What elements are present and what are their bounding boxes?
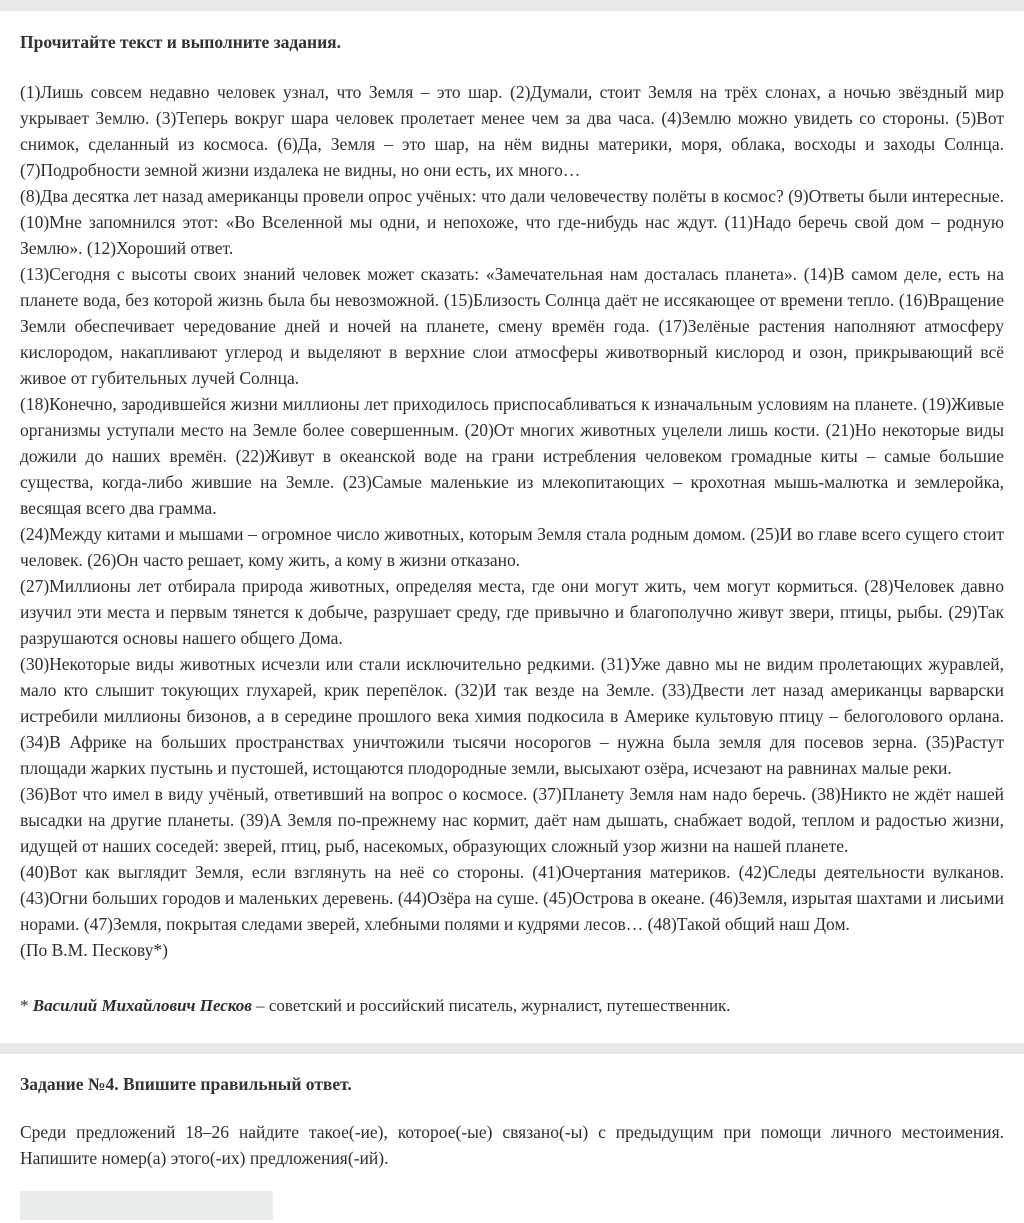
passage-paragraph: (36)Вот что имел в виду учёный, ответивший на вопрос о космосе. (37)Планету Земля нам надо беречь. (38)Никто не ждёт нашей высадки на другие планеты. (39)А Земля по-прежнему нас кормит, даёт нам дышать, снабжает водой, теплом и радостью жизни, идущей от наших соседей: зверей, птиц, рыб, насекомых, образующих сложный узор жизни на нашей планете. xyxy=(20,784,1004,856)
reading-section xyxy=(0,11,1024,1019)
passage-paragraph: (30)Некоторые виды животных исчезли или стали исключительно редкими. (31)Уже давно мы не видим пролетающих журавлей, мало кто слышит токующих глухарей, крик перепёлок. (32)И так везде на Земле. (33)Двести лет назад американцы варварски истребили миллионы бизонов, а в середине прошлого века химия подкосила в Америке культовую птицу – белоголового орлана. (34)В Африке на больших пространствах уничтожили тысячи носорогов – нужна была земля для посевов зерна. (35)Растут площади жарких пустынь и пустошей, истощаются плодородные земли, высыхают озёра, исчезают на равнинах малые реки. xyxy=(20,654,1004,778)
passage-paragraph: (1)Лишь совсем недавно человек узнал, что Земля – это шар. (2)Думали, стоит Земля на трёх слонах, а ночью звёздный мир укрывает Землю. (3)Теперь вокруг шара человек пролетает менее чем за два часа. (4)Землю можно увидеть со стороны. (5)Вот снимок, сделанный из космоса. (6)Да, Земля – это шар, на нём видны материки, моря, облака, восходы и заходы Солнца. (7)Подробности земной жизни издалека не видны, но они есть, их много… xyxy=(20,82,1004,180)
passage-paragraph: (27)Миллионы лет отбирала природа животных, определяя места, где они могут жить, чем могут кормиться. (28)Человек давно изучил эти места и первым тянется к добыче, разрушает среду, где привычно и благополучно живут звери, птицы, рыбы. (29)Так разрушаются основы нашего общего Дома. xyxy=(20,576,1004,648)
task-instruction: Среди предложений 18–26 найдите такое(-ие), которое(-ые) связано(-ы) с предыдущим при помощи личного местоимения. Напишите номер(а) этого(-их) предложения(-ий). xyxy=(20,1122,1004,1168)
task-title: Задание №4. Впишите правильный ответ. xyxy=(20,1074,352,1094)
task-section xyxy=(0,1054,1024,1220)
footnote-asterisk: * xyxy=(20,996,33,1015)
passage-paragraph: (18)Конечно, зародившейся жизни миллионы лет приходилось приспосабливаться к изначальным условиям на планете. (19)Живые организмы уступали место на Земле более совершенным. (20)От многих животных уцелели лишь кости. (21)Но некоторые виды дожили до наших времён. (22)Живут в океанской воде на грани истребления человеком громадные киты – самые большие существа, когда-либо жившие на Земле. (23)Самые маленькие из млекопитающих – крохотная мышь-малютка и землеройка, весящая всего два грамма. xyxy=(20,394,1004,518)
passage-text xyxy=(20,79,1004,963)
passage-paragraph: (24)Между китами и мышами – огромное число животных, которым Земля стала родным домом. (25)И во главе всего сущего стоит человек. (26)Он часто решает, кому жить, а кому в жизни отказано. xyxy=(20,524,1004,570)
top-divider-band xyxy=(0,0,1024,11)
passage-attribution: (По В.М. Пескову*) xyxy=(20,940,168,960)
passage-paragraph: (13)Сегодня с высоты своих знаний человек может сказать: «Замечательная нам досталась планета». (14)В самом деле, есть на планете вода, без которой жизнь была бы невозможной. (15)Близость Солнца даёт не иссякающее от времени тепло. (16)Вращение Земли обеспечивает чередование дней и ночей на планете, смену времён года. (17)Зелёные растения наполняют атмосферу кислородом, накапливают углерод и выделяют в верхние слои атмосферы животворный кислород и озон, прикрывающий всё живое от губительных лучей Солнца. xyxy=(20,264,1004,388)
answer-input[interactable] xyxy=(20,1191,273,1220)
passage-paragraph: (8)Два десятка лет назад американцы провели опрос учёных: что дали человечеству полёты в космос? (9)Ответы были интересные. (10)Мне запомнился этот: «Во Вселенной мы одни, и непохоже, что где-нибудь нас ждут. (11)Надо беречь свой дом – родную Землю». (12)Хороший ответ. xyxy=(20,186,1004,258)
section-divider-band xyxy=(0,1043,1024,1054)
footnote-author-description: – советский и российский писатель, журналист, путешественник. xyxy=(251,996,731,1015)
passage-instruction-heading: Прочитайте текст и выполните задания. xyxy=(20,32,342,52)
passage-paragraph: (40)Вот как выглядит Земля, если взглянуть на неё со стороны. (41)Очертания материков. (42)Следы деятельности вулканов. (43)Огни больших городов и маленьких деревень. (44)Озёра на суше. (45)Острова в океане. (46)Земля, изрытая шахтами и лисьими норами. (47)Земля, покрытая следами зверей, хлебными полями и кудрями лесов… (48)Такой общий наш Дом. xyxy=(20,862,1004,934)
footnote-author-name: Василий Михайлович Песков xyxy=(32,996,252,1015)
author-footnote xyxy=(20,993,1004,1019)
